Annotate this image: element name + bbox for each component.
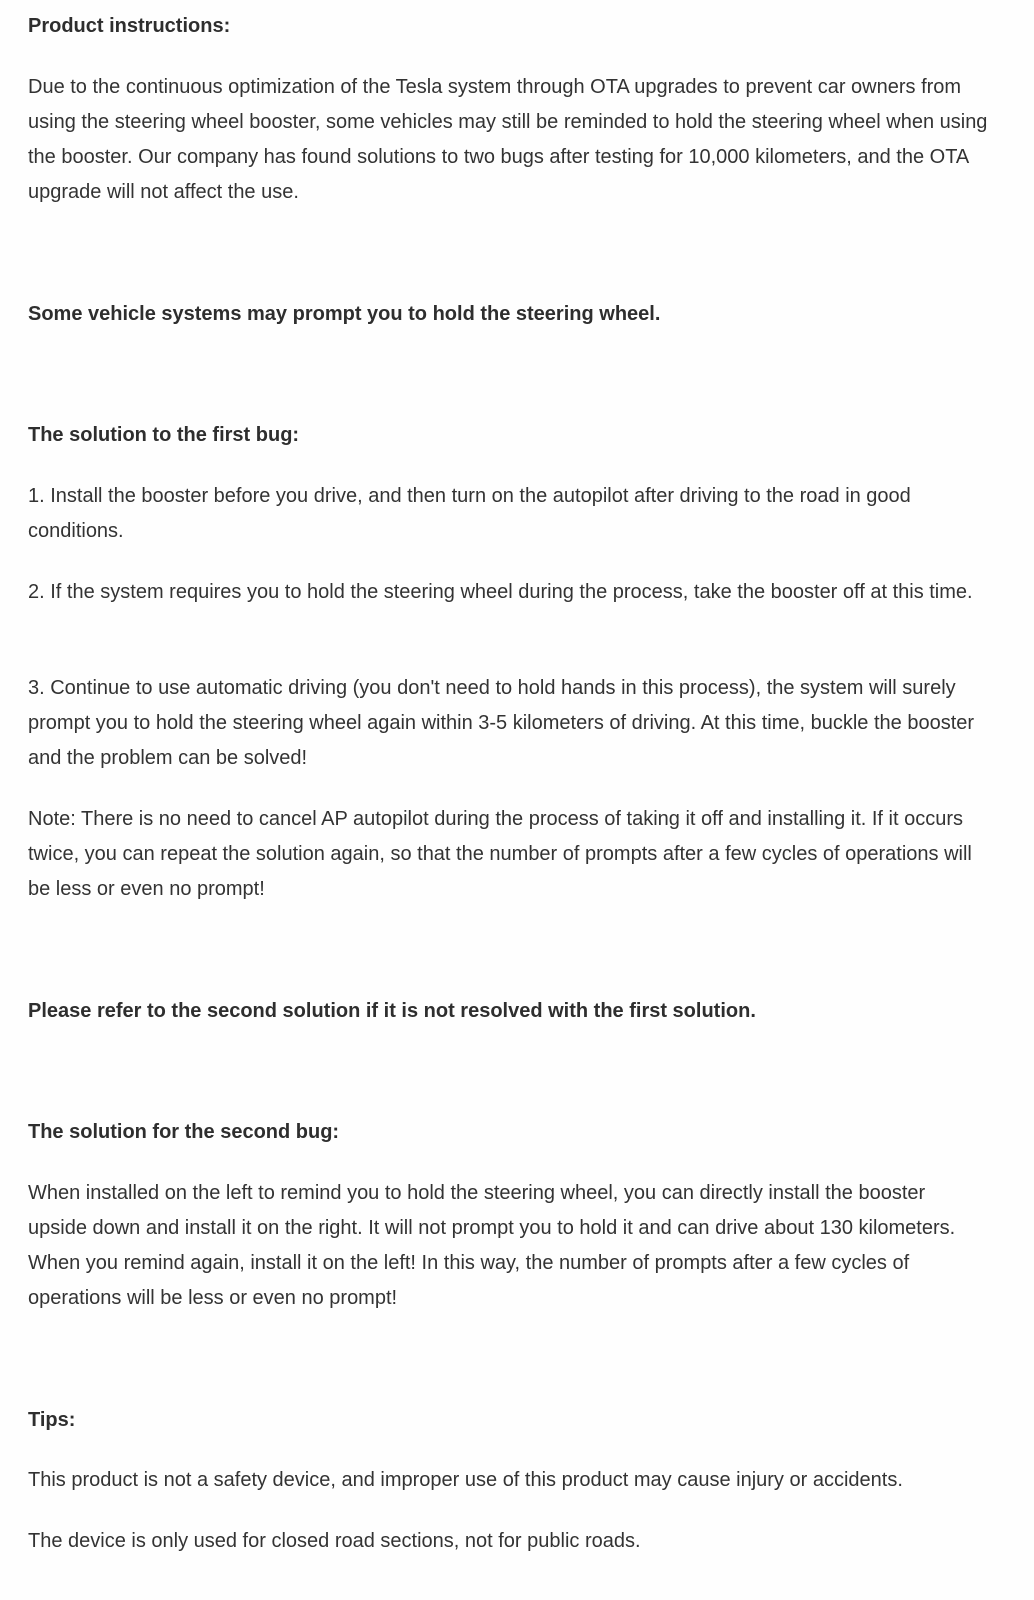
tip-item-1: This product is not a safety device, and improper use of this product may cause injury or accidents.: [28, 1469, 903, 1491]
tips-heading: Tips:: [28, 1409, 76, 1431]
second-bug-paragraph: When installed on the left to remind you to hold the steering wheel, you can directly install the booster upside down and install it on the right. It will not prompt you to hold it and can drive about 130 kilometers. When you remind again, install it on the left! In this way, the number of prompts after a few cycles of operations will be less or even no prompt!: [28, 1182, 956, 1309]
first-bug-step-3: 3. Continue to use automatic driving (you don't need to hold hands in this process), the system will surely prompt you to hold the steering wheel again within 3-5 kilometers of driving. At this time, buckle the booster and the problem can be solved!: [28, 677, 975, 769]
intro-paragraph: Due to the continuous optimization of the Tesla system through OTA upgrades to prevent car owners from using the steering wheel booster, some vehicles may still be reminded to hold the steering wheel when using the booster. Our company has found solutions to two bugs after testing for 10,000 kilometers, and the OTA upgrade will not affect the use.: [28, 76, 988, 203]
second-bug-heading: The solution for the second bug:: [28, 1121, 340, 1143]
product-instructions-heading: Product instructions:: [28, 15, 231, 37]
tip-item-2: The device is only used for closed road sections, not for public roads.: [28, 1530, 641, 1552]
prompt-notice-heading: Some vehicle systems may prompt you to hold the steering wheel.: [28, 303, 661, 325]
first-bug-step-2: 2. If the system requires you to hold the steering wheel during the process, take the booster off at this time.: [28, 581, 973, 603]
first-bug-heading: The solution to the first bug:: [28, 424, 300, 446]
first-bug-note: Note: There is no need to cancel AP autopilot during the process of taking it off and installing it. If it occurs twice, you can repeat the solution again, so that the number of prompts after a few cycles of operations will be less or even no prompt!: [28, 808, 972, 900]
first-bug-step-1: 1. Install the booster before you drive, and then turn on the autopilot after driving to the road in good conditions.: [28, 485, 911, 542]
refer-notice-heading: Please refer to the second solution if it is not resolved with the first solution.: [28, 1000, 756, 1022]
